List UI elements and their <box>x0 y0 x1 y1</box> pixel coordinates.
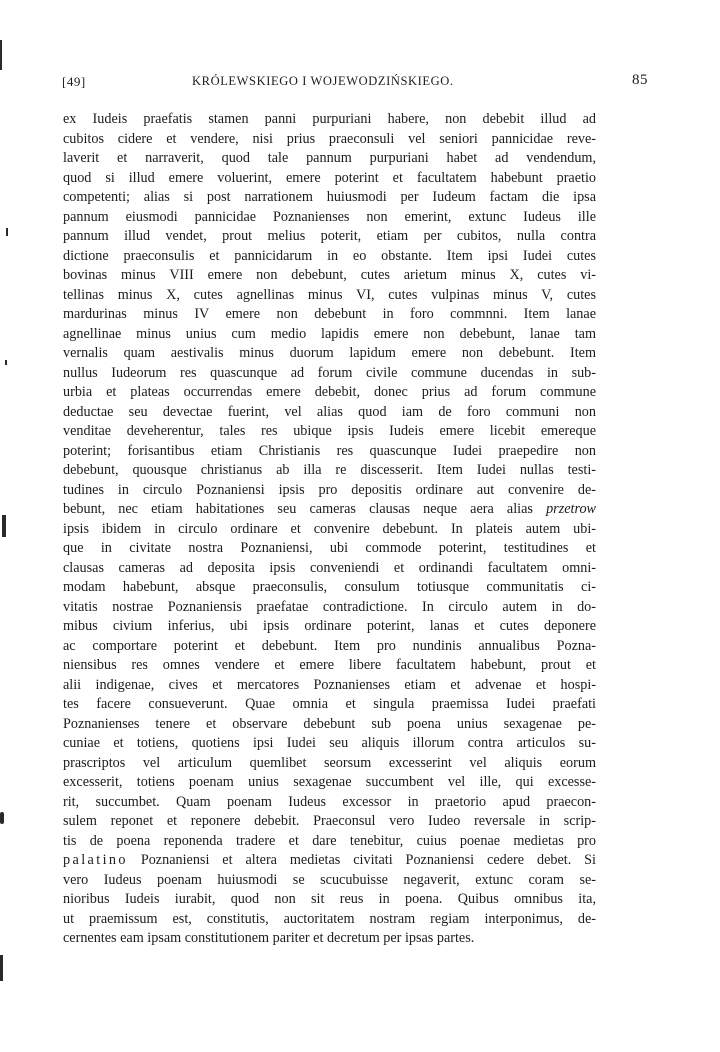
text-line: cuniae et totiens, quotiens ipsi Iudei seu aliquis illorum contra articulos su- <box>63 735 596 751</box>
section-number: [49] <box>62 74 86 89</box>
text-line: ex Iudeis praefatis stamen panni purpuriani habere, non debebit illud ad <box>63 111 596 127</box>
page-number: 85 <box>632 72 648 88</box>
text-line: agnellinae minus unius cum medio lapidis emere non debebunt, lanae tam <box>63 325 596 342</box>
running-title: KRÓLEWSKIEGO I WOJEWODZIŃSKIEGO. <box>192 74 454 88</box>
text-line: debebunt, quousque christianus ab illa re discesserit. Item Iudei nullas testi- <box>63 462 596 478</box>
text-line: quod si illud emere voluerint, emere poterint et facultatem habebunt praetio <box>63 169 596 186</box>
running-head <box>62 72 648 92</box>
text-line: bovinas minus VIII emere non debebunt, cutes arietum minus X, cutes vi- <box>63 267 596 283</box>
text-line: pannum eiusmodi pannicidae Poznanienses non emerint, extunc Iudeus ille <box>63 208 596 225</box>
text-line: rit, succumbet. Quam poenam Iudeus excessor in praetorio apud praecon- <box>63 793 596 810</box>
body-text <box>63 110 596 949</box>
text-line: laverit et narraverit, quod tale pannum purpuriani habet ad vendendum, <box>63 150 596 166</box>
text-line: vero Iudeus poenam huiusmodi se scucubuisse negaverit, extunc coram se- <box>63 871 596 888</box>
text-line: mibus civium inferius, ubi ipsis ordinare poterint, lanas et cutes deponere <box>63 618 596 634</box>
scan-edge-mark <box>0 955 3 981</box>
text-line: vernalis quam aestivalis minus duorum lapidum emere non debebunt. Item <box>63 345 596 361</box>
text-segment: Poznaniensi et altera medietas civitati Poznaniensi cedere debet. Si <box>140 852 596 868</box>
text-line: niensibus res omnes vendere et emere libere facultatem habebunt, prout et <box>63 657 596 673</box>
text-line: sulem reponet et reponere debebit. Praeconsul vero Iudeo reversale in scrip- <box>63 813 596 829</box>
text-line: tudines in circulo Poznaniensi ipsis pro depositis ordinare aut convenire de- <box>63 481 596 498</box>
text-line: mardurinas minus IV emere non debebunt in foro commnni. Item lanae <box>63 306 596 322</box>
text-line: nioribus Iudeis iurabit, quod non sit reus in poena. Quibus omnibus ita, <box>63 891 596 907</box>
text-line: tis de poena reponenda tradere et dare tenebitur, cuius poenae medietas pro <box>63 832 596 849</box>
text-line: ipsis ibidem in circulo ordinare et convenire debebunt. In plateis autem ubi- <box>63 520 596 537</box>
text-line: poterint; forisantibus etiam Christianis res quascunque Iudei praepedire non <box>63 442 596 459</box>
text-line: nullus Iudeorum res quascunque ad forum civile commune ducendas in sub- <box>63 364 596 381</box>
text-line: excesserit, totiens poenam unius sexagenae succumbent vel ille, qui excesse- <box>63 774 596 790</box>
scan-edge-mark <box>2 515 6 537</box>
scan-edge-mark <box>0 812 4 824</box>
text-line: modam habebunt, absque praeconsulis, consulum totiusque communitatis ci- <box>63 579 596 595</box>
text-line: que in civitate nostra Poznaniensi, ubi commode poterint, testitudines et <box>63 540 596 556</box>
text-line: ac comportare poterint et debebunt. Item pro nundinis annualibus Pozna- <box>63 637 596 654</box>
text-line: dictione praeconsulis et pannicidarum in eo obstante. Item ipsi Iudei cutes <box>63 247 596 264</box>
text-line: ut praemissum est, constitutis, auctoritatem nostram regiam interponimus, de- <box>63 910 596 927</box>
text-line: urbia et plateas occurrendas emere debebit, donec prius ad forum commune <box>63 384 596 400</box>
text-line: pannum illud vendet, prout melius poterit, etiam per cubitos, nulla contra <box>63 228 596 244</box>
text-line: cernentes eam ipsam constitutionem pariter et decretum per ipsas partes. <box>63 930 475 946</box>
scan-edge-mark <box>0 40 2 70</box>
text-line: tellinas minus X, cutes agnellinas minus VI, cutes vulpinas minus V, cutes <box>63 286 596 303</box>
text-line: vitatis nostrae Poznaniensis praefatae contradictione. In circulo autem in do- <box>63 598 596 615</box>
scan-edge-mark <box>5 360 7 365</box>
scan-edge-mark <box>6 228 8 236</box>
text-line: venditae deveherentur, tales res ubique ipsis Iudeis emere licebit emereque <box>63 423 596 439</box>
text-line: clausas cameras ad deposita ipsis conveniendi et ordinandi facultatem omni- <box>63 559 596 576</box>
text-line: competenti; alias si post narrationem huiusmodi per Iudeum factam die ipsa <box>63 189 596 205</box>
text-line: prascriptos vel articulum quemlibet seorsum excesserint vel aliquis eorum <box>63 754 596 771</box>
text-line <box>63 500 596 520</box>
text-line: Poznanienses tenere et observare debebunt sub poena unius sexagenae pe- <box>63 715 596 732</box>
text-line: alii indigenae, cives et mercatores Poznanienses etiam et advenae et hospi- <box>63 676 596 693</box>
text-line <box>63 851 596 871</box>
text-line: deductae seu devectae fuerint, vel alias quod iam de foro communi non <box>63 403 596 420</box>
spaced-word: palatino <box>63 852 128 868</box>
text-line: cubitos cidere et vendere, nisi prius praeconsuli vel seniori pannicidae reve- <box>63 130 596 147</box>
italic-word: przetrow <box>546 501 596 517</box>
text-segment: bebunt, nec etiam habitationes seu cameras clausas neque aera alias <box>63 501 533 517</box>
text-line: tes facere consueverunt. Quae omnia et singula praemissa Iudei praefati <box>63 696 596 712</box>
